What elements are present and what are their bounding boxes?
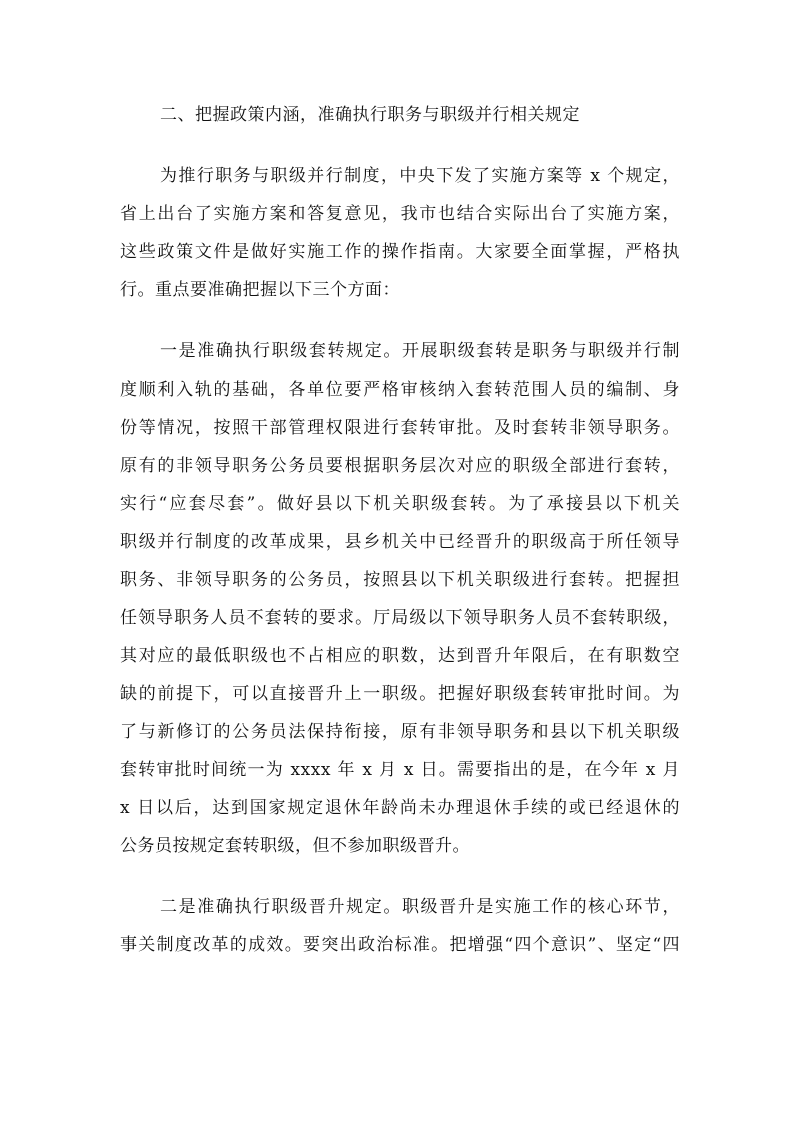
paragraph-2-line-13: x 日以后，达到国家规定退休年龄尚未办理退休手续的或已经退休的	[120, 798, 680, 818]
paragraph-2-line-2: 度顺利入轨的基础，各单位要严格审核纳入套转范围人员的编制、身	[120, 380, 680, 400]
paragraph-3-line-2: 事关制度改革的成效。要突出政治标准。把增强“四个意识”、坚定“四	[120, 935, 680, 955]
paragraph-2-line-9: 其对应的最低职级也不占相应的职数，达到晋升年限后，在有职数空	[120, 646, 680, 666]
paragraph-2-line-10: 缺的前提下，可以直接晋升上一职级。把握好职级套转审批时间。为	[120, 684, 680, 704]
paragraph-2-line-3: 份等情况，按照干部管理权限进行套转审批。及时套转非领导职务。	[120, 418, 680, 438]
paragraph-2-line-12: 套转审批时间统一为 xxxx 年 x 月 x 日。需要指出的是，在今年 x 月	[120, 760, 680, 780]
paragraph-3-line-1: 二是准确执行职级晋升规定。职级晋升是实施工作的核心环节，	[160, 897, 680, 917]
paragraph-1-line-1: 为推行职务与职级并行制度，中央下发了实施方案等 x 个规定，	[160, 166, 680, 186]
paragraph-2-line-4: 原有的非领导职务公务员要根据职务层次对应的职级全部进行套转，	[120, 456, 680, 476]
paragraph-2-line-8: 任领导职务人员不套转的要求。厅局级以下领导职务人员不套转职级，	[120, 608, 680, 628]
paragraph-2-line-5: 实行“应套尽套”。做好县以下机关职级套转。为了承接县以下机关	[120, 494, 680, 514]
paragraph-2-line-6: 职级并行制度的改革成果，县乡机关中已经晋升的职级高于所任领导	[120, 532, 680, 552]
paragraph-1-line-3: 这些政策文件是做好实施工作的操作指南。大家要全面掌握，严格执	[120, 242, 680, 262]
paragraph-1-line-4: 行。重点要准确把握以下三个方面：	[120, 280, 400, 300]
paragraph-1-line-2: 省上出台了实施方案和答复意见，我市也结合实际出台了实施方案，	[120, 204, 680, 224]
paragraph-2-line-7: 职务、非领导职务的公务员，按照县以下机关职级进行套转。把握担	[120, 570, 680, 590]
section-heading: 二、把握政策内涵，准确执行职务与职级并行相关规定	[160, 105, 580, 125]
paragraph-2-line-14: 公务员按规定套转职级，但不参加职级晋升。	[120, 836, 470, 856]
paragraph-2-line-1: 一是准确执行职级套转规定。开展职级套转是职务与职级并行制	[160, 341, 680, 361]
paragraph-2-line-11: 了与新修订的公务员法保持衔接，原有非领导职务和县以下机关职级	[120, 722, 680, 742]
